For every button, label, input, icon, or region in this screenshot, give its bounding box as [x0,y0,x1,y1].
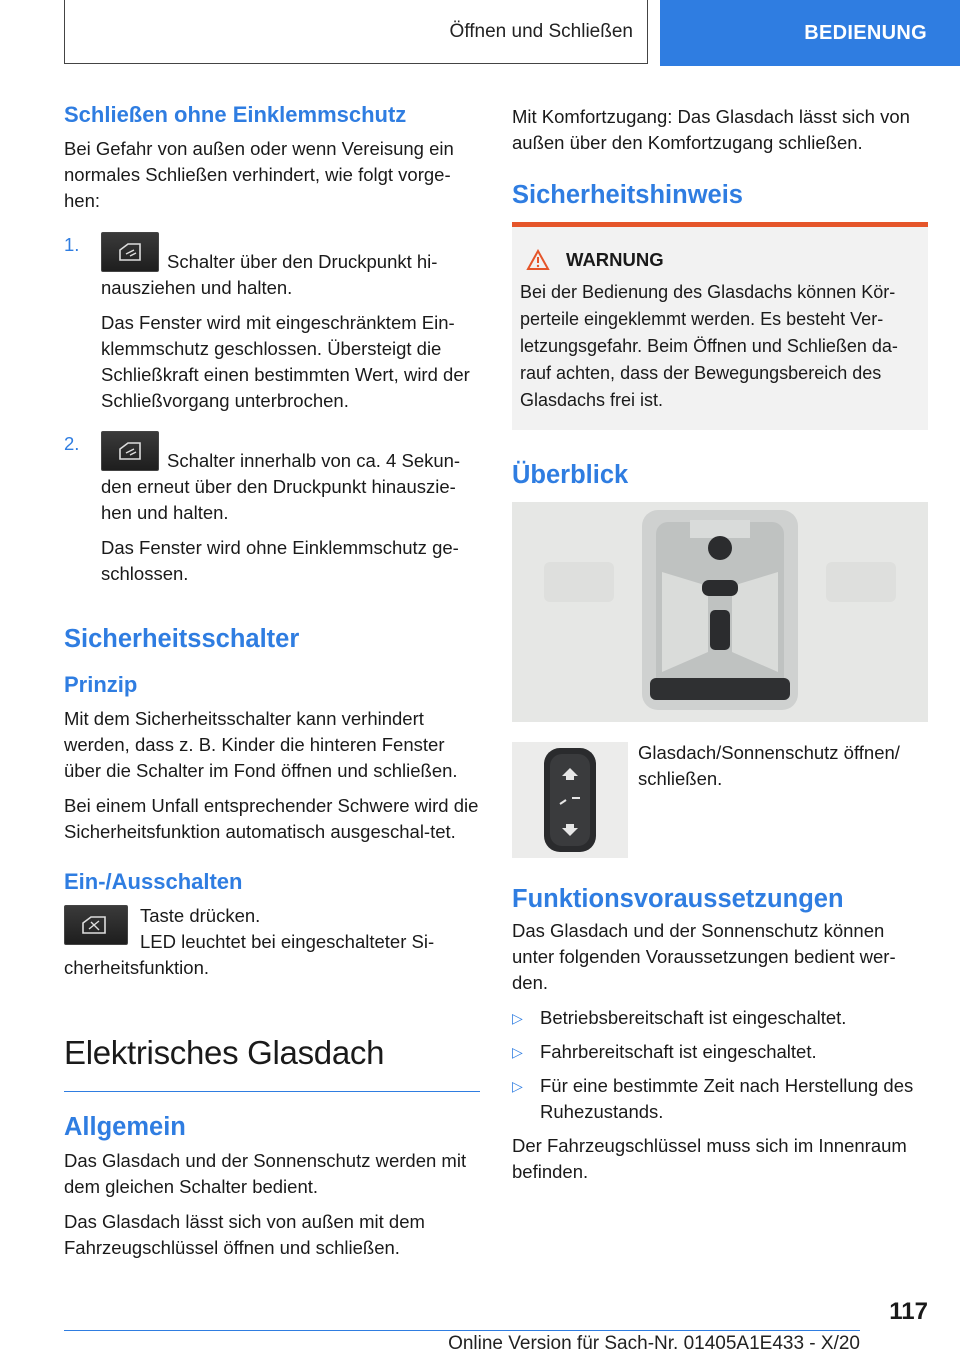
heading-rule [64,1091,480,1092]
key-location-text: Der Fahrzeugschlüssel muss sich im Innenraum befinden. [512,1135,907,1182]
window-switch-icon [101,431,159,471]
header-chapter-tab[interactable] [660,0,960,66]
footer-rule [64,1330,860,1331]
step-text-wrapper [101,232,480,301]
onoff-text-1: Taste drücken. [140,905,261,926]
list-item-text: Für eine bestimmte Zeit nach Herstellung des Ruhezustands. [540,1075,914,1122]
roof-console-photo [512,502,928,722]
step-text-wrapper [101,431,480,526]
footer-version-text: Online Version für Sach-Nr. 01405A1E433 - X/20 [448,1333,860,1354]
header-section-text: Öffnen und Schließen [449,20,633,42]
safety-switch-icon [64,905,128,945]
step-text: Schalter über den Druckpunkt hi-nausziehen und halten. [101,251,438,298]
warning-box [512,222,928,430]
step-1 [64,232,480,423]
step-detail: Das Fenster wird ohne Einklemmschutz ge-schlossen. [101,537,459,584]
heading-general: Allgemein [64,1113,186,1141]
heading-overview: Überblick [512,461,629,489]
heading-on-off: Ein-/Ausschalten [64,869,243,894]
roof-switch-thumbnail [512,742,628,858]
triangle-bullet-icon: ▷ [512,1044,523,1060]
warning-triangle-icon [526,249,550,271]
heading-glass-roof: Elektrisches Glasdach [64,1034,385,1071]
requirements-intro: Das Glasdach und der Sonnenschutz können unter folgenden Voraussetzungen bedient wer-den. [512,920,896,993]
list-item-text: Betriebsbereitschaft ist eingeschaltet. [540,1007,847,1028]
warning-title [520,249,920,271]
header-section-title [64,0,648,64]
step-text: Schalter innerhalb von ca. 4 Sekun-den erneut über den Druckpunkt hinauszie-hen und halten. [101,450,461,523]
heading-principle: Prinzip [64,672,138,697]
header-chapter-text: BEDIENUNG [804,21,927,44]
general-text-2: Das Glasdach lässt sich von außen mit dem Fahrzeugschlüssel öffnen und schließen. [64,1211,425,1258]
list-item [512,1039,928,1065]
step-detail: Das Fenster wird mit eingeschränktem Ein-klemmschutz geschlossen. Übersteigt die Schließkraft einen bestimmten Wert, wird der Schließvorgang unterbrochen. [101,312,470,411]
triangle-bullet-icon: ▷ [512,1010,523,1026]
general-text-1: Das Glasdach und der Sonnenschutz werden mit dem gleichen Schalter bedient. [64,1150,467,1197]
pinch-intro-text: Bei Gefahr von außen oder wenn Vereisung ein normales Schließen verhindert, wie folgt vorge-hen: [64,138,454,211]
step-2 [64,431,480,596]
heading-safety-note: Sicherheitshinweis [512,181,743,209]
warning-text: Bei der Bedienung des Glasdachs können Kör-perteile eingeklemmt werden. Es besteht Ver-letzungsgefahr. Beim Öffnen und Schließen da-rauf achten, dass der Bewegungsbereich des Glasdachs frei ist. [520,282,898,410]
page-number: 117 [889,1298,928,1325]
heading-safety-switch: Sicherheitsschalter [64,625,300,653]
onoff-block [64,903,480,959]
heading-requirements: Funktionsvoraussetzungen [512,885,844,913]
window-switch-icon [101,232,159,272]
step-number: 1. [64,234,80,255]
left-column [64,100,480,1270]
list-item-text: Fahrbereitschaft ist eingeschaltet. [540,1041,817,1062]
photo-caption: Glasdach/Sonnenschutz öffnen/ schließen. [638,742,900,789]
warning-label: WARNUNG [566,249,664,270]
step-number: 2. [64,433,80,454]
heading-pinch-protection: Schließen ohne Einklemmschutz [64,102,407,127]
comfort-access-text: Mit Komfortzugang: Das Glasdach lässt sich von außen über den Komfortzugang schließen. [512,106,910,153]
principle-text-2: Bei einem Unfall entsprechender Schwere wird die Sicherheitsfunktion automatisch ausgeschal-tet. [64,795,479,842]
triangle-bullet-icon: ▷ [512,1078,523,1094]
onoff-text-2: LED leuchtet bei eingeschalteter Si-cherheitsfunktion. [64,931,435,978]
principle-text-1: Mit dem Sicherheitsschalter kann verhindert werden, dass z. B. Kinder die hinteren Fenster über die Schalter im Fond öffnen und schließen. [64,708,458,781]
right-column [512,104,928,1194]
list-item [512,1073,928,1125]
list-item [512,1005,928,1031]
caption-row [512,742,928,858]
